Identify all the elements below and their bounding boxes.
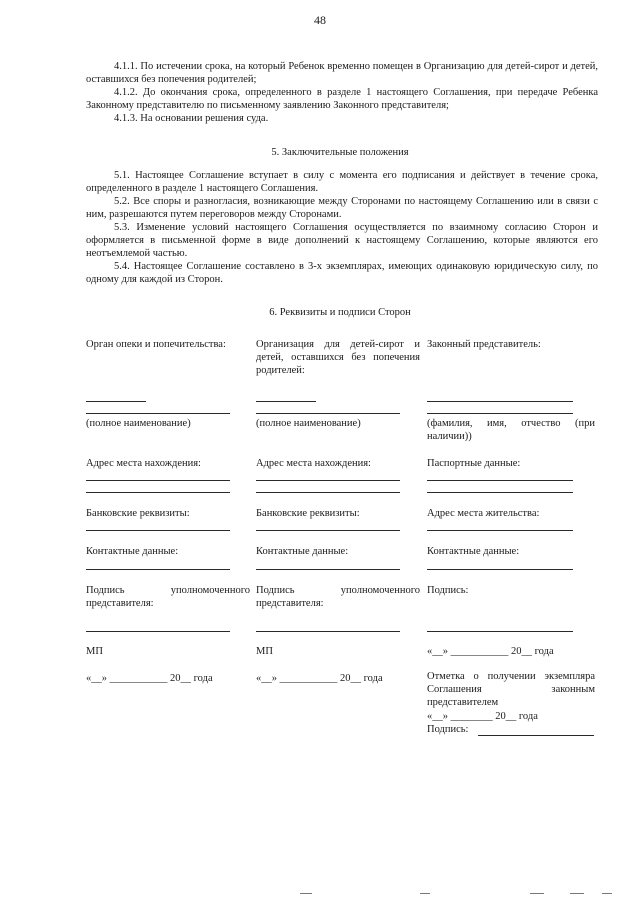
clause-4-1-1: 4.1.1. По истечении срока, на который Ребенок временно помещен в Организацию для детей-сирот и детей, оставшихся без попечения родителей; (86, 61, 598, 85)
clause-5-3: 5.3. Изменение условий настоящего Соглашения осуществляется по взаимному согласию Сторон и оформляется в письменной форме в виде дополнений к настоящему Соглашению, которые являются его неотъемлемой частью. (86, 222, 598, 259)
scan-mark (530, 893, 544, 894)
col1-name-line-1 (86, 401, 146, 402)
col1-signature-label: Подпись уполномоченного представителя: (86, 585, 250, 609)
col3-residence-label: Адрес места жительства: (427, 508, 540, 519)
col1-mp: МП (86, 646, 103, 657)
clause-5-1: 5.1. Настоящее Соглашение вступает в силу с момента его подписания и действует в течение срока, определенного в разделе 1 настоящего Соглашения. (86, 170, 598, 194)
col1-signature-line (86, 631, 230, 632)
clause-5-4: 5.4. Настоящее Соглашение составлено в 3-х экземплярах, имеющих одинаковую юридическую силу, по одному для каждой из Сторон. (86, 261, 598, 285)
col1-address-label: Адрес места нахождения: (86, 458, 201, 469)
col3-contacts-line (427, 569, 573, 570)
scan-mark (300, 893, 312, 894)
col2-address-line-2 (256, 492, 400, 493)
scan-mark (602, 893, 612, 894)
clause-5-2: 5.2. Все споры и разногласия, возникающие между Сторонами по настоящему Соглашению или в связи с ним, разрешаются путем переговоров между Сторонами. (86, 196, 598, 220)
col1-name-note: (полное наименование) (86, 418, 191, 429)
col2-mp: МП (256, 646, 273, 657)
section-6-title: 6. Реквизиты и подписи Сторон (269, 307, 411, 318)
col3-date: «__» ___________ 20__ года (427, 646, 554, 657)
clause-4-1-3: 4.1.3. На основании решения суда. (114, 113, 269, 124)
col3-receipt-signature: Подпись: (427, 724, 469, 735)
col1-name-line-2 (86, 413, 230, 414)
col1-contacts-line (86, 569, 230, 570)
col3-receipt-note: Отметка о получении экземпляра Соглашения законным представителем (427, 671, 595, 708)
col1-address-line-1 (86, 480, 230, 481)
col2-address-line-1 (256, 480, 400, 481)
scan-mark (420, 893, 430, 894)
col3-name-line-1 (427, 401, 573, 402)
col3-receipt-signature-line (478, 735, 594, 736)
col3-name-note: (фамилия, имя, отчество (при наличии)) (427, 418, 595, 442)
col2-header: Организация для детей-сирот и детей, оставшихся без попечения родителей: (256, 339, 420, 376)
col1-bank-label: Банковские реквизиты: (86, 508, 190, 519)
col2-name-line-2 (256, 413, 400, 414)
col1-address-line-2 (86, 492, 230, 493)
col3-residence-line (427, 530, 573, 531)
col3-receipt-date: «__» ________ 20__ года (427, 711, 538, 722)
section-5-title: 5. Заключительные положения (271, 147, 409, 158)
page-number: 48 (314, 13, 326, 27)
col1-date: «__» ___________ 20__ года (86, 673, 213, 684)
col2-contacts-label: Контактные данные: (256, 546, 349, 557)
col2-date: «__» ___________ 20__ года (256, 673, 383, 684)
col2-bank-label: Банковские реквизиты: (256, 508, 360, 519)
col3-passport-line-2 (427, 492, 573, 493)
col1-contacts-label: Контактные данные: (86, 546, 179, 557)
col2-name-note: (полное наименование) (256, 418, 361, 429)
col1-header: Орган опеки и попечительства: (86, 339, 226, 350)
col2-name-line-1 (256, 401, 316, 402)
col2-signature-label: Подпись уполномоченного представителя: (256, 585, 420, 609)
col2-bank-line (256, 530, 400, 531)
col3-signature-label: Подпись: (427, 585, 469, 596)
col3-header: Законный представитель: (427, 339, 541, 350)
scan-mark (570, 893, 584, 894)
col3-contacts-label: Контактные данные: (427, 546, 520, 557)
col3-name-line-2 (427, 413, 573, 414)
col3-signature-line (427, 631, 573, 632)
col1-bank-line (86, 530, 230, 531)
col2-signature-line (256, 631, 400, 632)
col2-contacts-line (256, 569, 400, 570)
clause-4-1-2: 4.1.2. До окончания срока, определенного в разделе 1 настоящего Соглашения, при передаче Ребенка Законному представителю по письменному заявлению Законного представителя; (86, 87, 598, 111)
col2-address-label: Адрес места нахождения: (256, 458, 371, 469)
col3-passport-line-1 (427, 480, 573, 481)
col3-passport-label: Паспортные данные: (427, 458, 521, 469)
